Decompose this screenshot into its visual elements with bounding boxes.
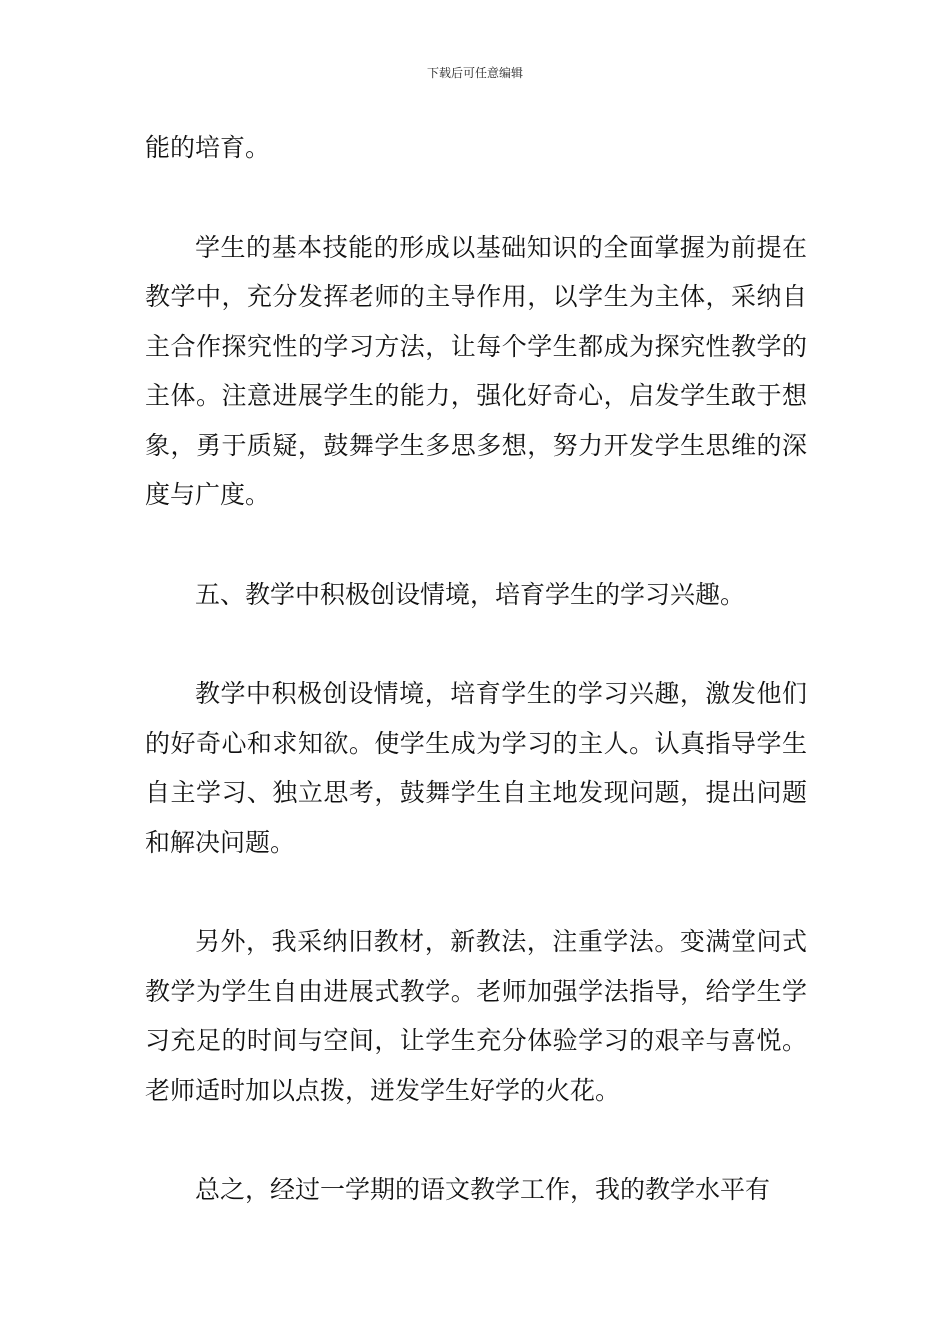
page-header: 下载后可任意编辑 <box>426 66 523 80</box>
paragraph-methods: 另外，我采纳旧教材，新教法，注重学法。变满堂问式教学为学生自由进展式教学。老师加强学法指导，给学生学习充足的时间与空间，让学生充分体验学习的艰辛与喜悦。老师适时加以点拨，迸发学生好学的火花。 <box>145 927 807 1105</box>
section-heading-five: 五、教学中积极创设情境，培育学生的学习兴趣。 <box>195 579 746 609</box>
paragraph-skills: 学生的基本技能的形成以基础知识的全面掌握为前提在教学中，充分发挥老师的主导作用，以学生为主体，采纳自主合作探究性的学习方法，让每个学生都成为探究性教学的主体。注意进展学生的能力，强化好奇心，启发学生敢于想象，勇于质疑，鼓舞学生多思多想，努力开发学生思维的深度与广度。 <box>145 232 807 509</box>
paragraph-continuation: 能的培育。 <box>145 133 271 162</box>
paragraph-interest: 教学中积极创设情境，培育学生的学习兴趣，激发他们的好奇心和求知欲。使学生成为学习的主人。认真指导学生自主学习、独立思考，鼓舞学生自主地发现问题，提出问题和解决问题。 <box>145 679 807 857</box>
document-body <box>145 123 807 1215</box>
paragraph-summary: 总之，经过一学期的语文教学工作，我的教学水平有 <box>195 1175 771 1204</box>
